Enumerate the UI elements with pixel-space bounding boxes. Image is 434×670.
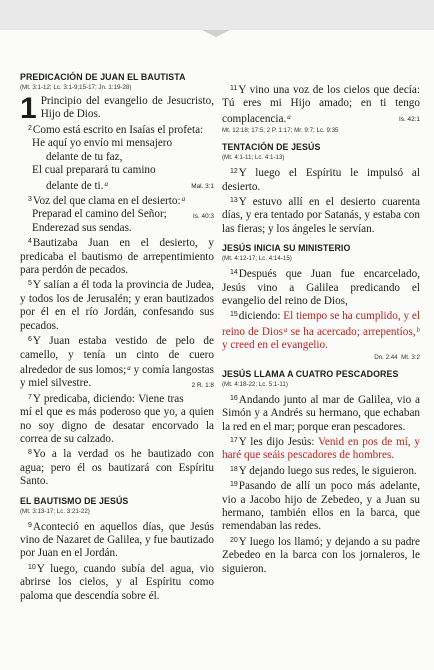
- verse-6: [20, 333, 214, 391]
- chapter-number: 1: [20, 92, 37, 125]
- verse-text: Como está escrito en Isaías el profeta:: [32, 124, 204, 136]
- poem-line: He aquí yo envío mi mensajero: [32, 137, 173, 150]
- parallel-refs: Mt. 12:18; 17:5; 2 P. 1:17; Mr. 9:7; Lc. 9:35: [222, 127, 339, 135]
- verse-text: Y estuvo allí en el desierto cuarenta días, y era tentado por Satanás, y estaba con las fieras; y los ángeles le servían.: [222, 196, 420, 235]
- poem-line: Enderezad sus sendas.: [32, 221, 132, 234]
- verse-number: 12: [230, 168, 238, 176]
- verse-text: diciendo:: [238, 310, 284, 323]
- verse-number: 16: [230, 394, 238, 402]
- verse-text: Y Juan estaba vestido de pelo de camello, y tenía un cinto de cuero alrededor de sus lomos;: [20, 335, 214, 376]
- cross-ref: Mal. 3:1: [191, 182, 214, 190]
- words-of-jesus: se ha acercado; arrepentíos,: [287, 325, 416, 338]
- verse-19: [222, 478, 420, 534]
- verse-number: 20: [230, 536, 238, 544]
- verse-number: 11: [230, 85, 238, 92]
- poem-block: [32, 137, 214, 193]
- verse-13: [222, 194, 420, 236]
- parallel-refs: (Mt. 3:1-12; Lc. 3:1-9;15-17; Jn. 1:19-28): [20, 84, 132, 91]
- verse-15: [222, 308, 420, 352]
- verse-number: 15: [230, 311, 238, 319]
- verse-10: [20, 561, 214, 603]
- cross-refs: Dn. 2:44 Mt. 3:2: [374, 353, 420, 361]
- verse-4: [20, 235, 214, 277]
- verse-number: 7: [28, 393, 32, 401]
- section-heading: EL BAUTISMO DE JESÚS: [20, 495, 129, 506]
- verse-number: 10: [28, 563, 36, 571]
- verse-9: [20, 519, 214, 561]
- verse-16: [222, 392, 420, 434]
- verse-text: Yo a la verdad os he bautizado con agua; pero él os bautizará con Espíritu Santo.: [20, 448, 214, 488]
- verse-11: [222, 82, 420, 126]
- footnote-mark: a: [284, 325, 288, 334]
- parallel-refs: (Mt. 3:13-17; Lc. 3:21-22): [20, 507, 90, 515]
- verse-number: 3: [28, 196, 32, 204]
- verse-20: [222, 534, 420, 576]
- verse-text: Y salían a él toda la provincia de Judea, y todos los de Jerusalén; y eran bautizados por él en el río Jordán, confesando sus pecados.: [20, 279, 214, 332]
- verse-text: Principio del evangelio de Jesucristo, Hijo de Dios.: [40, 95, 214, 121]
- poem-line: delante de tu faz,: [46, 150, 123, 163]
- words-of-jesus: El tiempo se ha cumplido, y el reino de Dios: [222, 310, 420, 338]
- section-heading: JESÚS INICIA SU MINISTERIO: [222, 243, 351, 254]
- verse-number: 14: [230, 269, 238, 277]
- verse-number: 6: [28, 336, 32, 344]
- words-of-jesus: y creed en el evangelio.: [222, 339, 328, 352]
- footnote-mark: b: [416, 325, 420, 334]
- verse-number: 19: [230, 481, 238, 489]
- verse-2: [20, 122, 214, 137]
- words-of-jesus: Venid en pos de mí, y haré que seáis pescadores de hombres.: [222, 435, 420, 462]
- cross-ref: Is. 40:3: [193, 213, 214, 221]
- parallel-refs: (Mt. 4:12-17; Lc. 4:14-15): [222, 255, 292, 263]
- poem-line: Preparad el camino del Señor;: [32, 208, 167, 221]
- verse-text: Voz del que clama en el desierto:: [32, 195, 181, 208]
- verse-text: Y dejando luego sus redes, le siguieron.: [238, 464, 417, 477]
- verse-17: [222, 434, 420, 463]
- page-notch: [202, 30, 230, 37]
- left-column: [20, 72, 214, 603]
- verse-number: 18: [230, 465, 238, 473]
- section-heading: TENTACIÓN DE JESÚS: [222, 142, 321, 153]
- verse-text: Y predicaba, diciendo: Viene tras mí el que es más poderoso que yo, a quien no soy digno de desatar encorvado la correa de su calzado.: [20, 392, 214, 445]
- verse-number: 8: [28, 449, 32, 457]
- verse-text: Y vino una voz de los cielos que decía: Tú eres mi Hijo amado; en ti tengo complacencia.: [222, 84, 420, 125]
- parallel-refs: (Mt. 4:18-22; Lc. 5:1-11): [222, 380, 288, 388]
- cross-ref: Is. 42:1: [399, 115, 420, 123]
- verse-number: 2: [28, 125, 32, 132]
- cross-ref: 2 R. 1:8: [191, 382, 214, 390]
- right-column: [222, 82, 420, 576]
- verse-text: Y luego, cuando subía del agua, vio abrirse los cielos, y al Espíritu como paloma que descendía sobre él.: [20, 562, 214, 602]
- footnote-mark: a: [104, 179, 108, 188]
- verse-1: [20, 92, 214, 125]
- parallel-refs: (Mt. 4:1-11; Lc. 4:1-13): [222, 154, 285, 162]
- verse-18: [222, 463, 420, 478]
- verse-number: 13: [230, 197, 238, 205]
- verse-text: Pasando de allí un poco más adelante, vio a Jacobo hijo de Zebedeo, y a Juan su hermano, también ellos en la barca, que remendaban las redes.: [222, 480, 420, 533]
- section-heading: PREDICACIÓN DE JUAN EL BAUTISTA: [20, 72, 186, 82]
- poem-line: delante de ti.$^a$ Mal. 3:1: [46, 179, 214, 192]
- verse-14: [222, 266, 420, 308]
- verse-12: [222, 165, 420, 194]
- verse-number: 4: [28, 238, 32, 246]
- verse-8: [20, 446, 214, 488]
- verse-7: [20, 391, 214, 447]
- verse-text: Después que Juan fue encarcelado, Jesús vino a Galilea predicando el evangelio del reino de Dios,: [222, 268, 420, 308]
- footnote-mark: a: [181, 195, 186, 204]
- verse-text: Y luego los llamó; y dejando a su padre Zebedeo en la barca con los jornaleros, le siguieron.: [222, 535, 420, 575]
- verse-text: Aconteció en aquellos días, que Jesús vino de Nazaret de Galilea, y fue bautizado por Juan en el Jordán.: [20, 520, 214, 560]
- verse-5: [20, 277, 214, 333]
- verse-text: Y luego el Espíritu le impulsó al desierto.: [222, 167, 420, 193]
- verse-number: 9: [28, 521, 32, 529]
- footnote-mark: a: [287, 112, 291, 121]
- verse-text: y comía langostas y miel silvestre.: [20, 363, 214, 390]
- verse-text: Andando junto al mar de Galilea, vio a Simón y a Andrés su hermano, que echaban la red en el mar; porque eran pescadores.: [222, 393, 420, 433]
- verse-text: Bautizaba Juan en el desierto, y predicaba el bautismo de arrepentimiento para perdón de pecados.: [20, 237, 214, 277]
- top-band: [0, 0, 434, 30]
- verse-number: 17: [230, 436, 238, 444]
- verse-text: Y les dijo Jesús:: [238, 435, 319, 448]
- section-heading: JESÚS LLAMA A CUATRO PESCADORES: [222, 368, 399, 379]
- poem-line: El cual preparará tu camino: [32, 164, 156, 177]
- verse-number: 5: [28, 280, 32, 288]
- footnote-mark: a: [127, 363, 131, 372]
